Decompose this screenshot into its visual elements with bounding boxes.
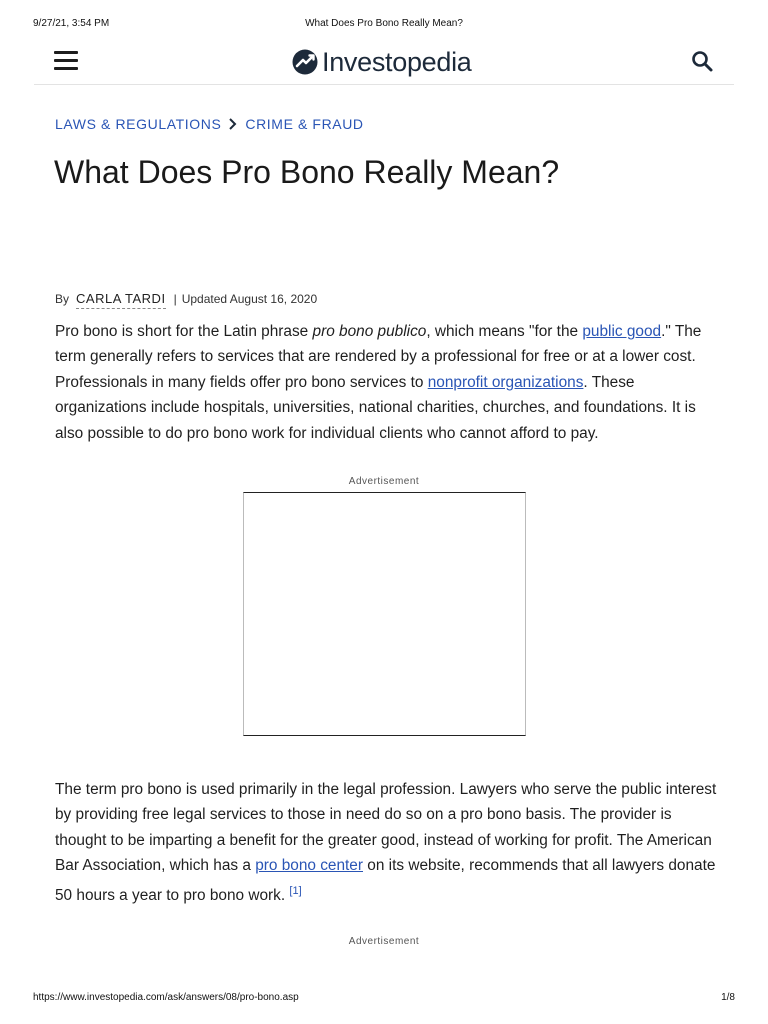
article-paragraph-1 [55, 319, 717, 446]
advertisement-slot[interactable] [243, 492, 526, 736]
logo-text: Investopedia [322, 47, 472, 77]
print-url: https://www.investopedia.com/ask/answers/08/pro-bono.asp [33, 992, 299, 1003]
site-header [34, 38, 734, 85]
p1-latin-phrase: pro bono publico [312, 323, 427, 340]
byline-separator: | [173, 292, 177, 306]
link-pro-bono-center[interactable]: pro bono center [255, 857, 363, 875]
print-header [0, 18, 768, 32]
by-label: By [55, 292, 70, 306]
print-page-number: 1/8 [721, 992, 735, 1003]
page-title: What Does Pro Bono Really Mean? [54, 154, 560, 190]
p1-text-2: , which means "for the [426, 323, 583, 340]
site-logo[interactable] [292, 46, 472, 78]
p1-text-3: ." The term generally refers to services that are rendered by a professional for free or at a lower cost. Professionals in many fields offer pro bono services to [55, 323, 702, 391]
author-link[interactable]: CARLA TARDI [76, 291, 166, 309]
p2-text-2: on its website, recommends that all lawyers donate 50 hours a year to pro bono work. [55, 857, 716, 904]
p1-text-4: . These organizations include hospitals, universities, national charities, churches, and foundations. It is also possible to do pro bono work for individual clients who cannot afford to pay. [55, 373, 696, 442]
search-icon[interactable] [690, 49, 714, 73]
p2-text-1: The term pro bono is used primarily in the legal profession. Lawyers who serve the public interest by providing free legal services to those in need do so on a pro bono basis. The provider is thought to be imparting a benefit for the greater good, instead of working for profit. The American Bar Association, which has a [55, 781, 717, 875]
print-date: 9/27/21, 3:54 PM [33, 18, 110, 29]
link-public-good[interactable]: public good [582, 323, 662, 340]
updated-date: Updated August 16, 2020 [181, 292, 318, 306]
article-paragraph-2 [55, 777, 717, 908]
citation [289, 885, 301, 897]
breadcrumb-link-laws[interactable]: LAWS & REGULATIONS [55, 116, 222, 132]
link-nonprofit-organizations[interactable]: nonprofit organizations [427, 373, 584, 391]
advertisement-label-2: Advertisement [348, 936, 420, 947]
hamburger-icon[interactable] [54, 51, 78, 71]
breadcrumb-link-crime[interactable]: CRIME & FRAUD [245, 116, 364, 132]
advertisement-label: Advertisement [348, 476, 420, 487]
breadcrumb [55, 116, 364, 132]
chevron-right-icon [227, 117, 239, 131]
citation-link[interactable]: [1] [289, 884, 302, 897]
p1-text-1: Pro bono is short for the Latin phrase [55, 323, 313, 340]
byline [55, 291, 317, 309]
investopedia-logo-icon [292, 49, 318, 75]
print-doc-title: What Does Pro Bono Really Mean? [305, 18, 463, 29]
